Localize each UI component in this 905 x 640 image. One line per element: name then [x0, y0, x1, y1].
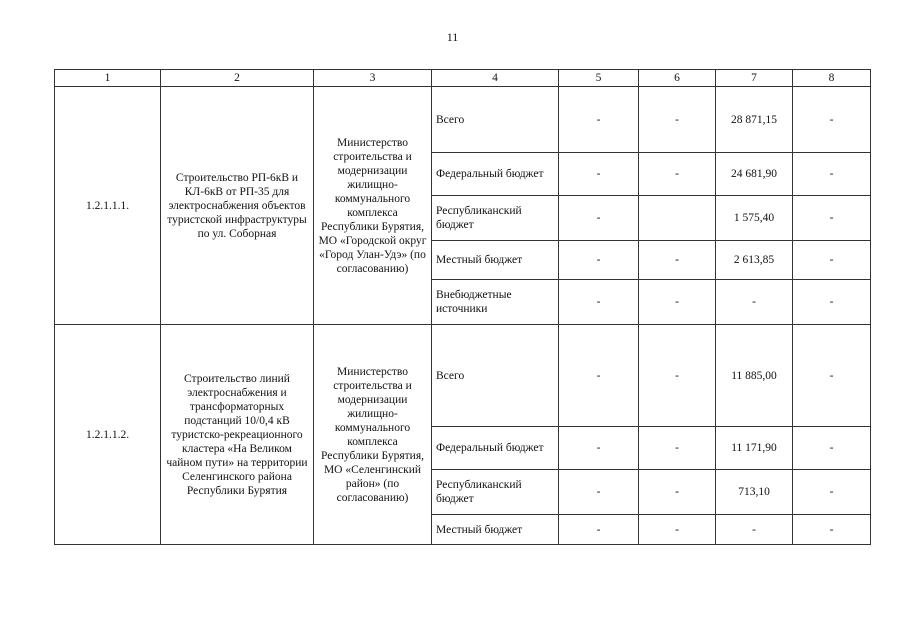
cell-value: 28 871,15	[716, 87, 793, 153]
budget-table	[54, 69, 871, 545]
cell-value: 1 575,40	[716, 196, 793, 241]
column-header: 3	[314, 70, 432, 87]
funding-source: Республиканский бюджет	[432, 196, 559, 241]
cell-value: 24 681,90	[716, 153, 793, 196]
cell-value: -	[559, 241, 639, 280]
cell-value: -	[793, 515, 871, 545]
table-row	[55, 325, 871, 427]
cell-value: -	[793, 280, 871, 325]
cell-value: -	[793, 196, 871, 241]
column-header: 5	[559, 70, 639, 87]
cell-value: -	[793, 325, 871, 427]
header-row	[55, 70, 871, 87]
cell-value: -	[559, 515, 639, 545]
funding-source: Федеральный бюджет	[432, 153, 559, 196]
cell-value: -	[559, 470, 639, 515]
cell-value: -	[639, 153, 716, 196]
cell-value: -	[559, 87, 639, 153]
cell-value: -	[559, 153, 639, 196]
cell-value: -	[716, 280, 793, 325]
cell-value: -	[559, 280, 639, 325]
cell-value: -	[793, 470, 871, 515]
funding-source: Всего	[432, 325, 559, 427]
page-number: 11	[446, 30, 459, 44]
cell-value: -	[559, 427, 639, 470]
cell-value: -	[793, 427, 871, 470]
cell-value: -	[793, 153, 871, 196]
column-header: 7	[716, 70, 793, 87]
cell-value: 713,10	[716, 470, 793, 515]
item-executor: Министерство строительства и модернизации жилищно-коммунального комплекса Республики Бурятия, МО «Селенгинский район» (по согласованию)	[314, 325, 432, 545]
funding-source: Местный бюджет	[432, 241, 559, 280]
cell-value: -	[639, 241, 716, 280]
funding-source: Федеральный бюджет	[432, 427, 559, 470]
column-header: 2	[161, 70, 314, 87]
cell-value: 11 885,00	[716, 325, 793, 427]
funding-source: Внебюджетные источники	[432, 280, 559, 325]
item-name: Строительство РП-6кВ и КЛ-6кВ от РП-35 для электроснабжения объектов туристской инфраструктуры по ул. Соборная	[161, 87, 314, 325]
cell-value: -	[639, 470, 716, 515]
cell-value: 2 613,85	[716, 241, 793, 280]
funding-source: Всего	[432, 87, 559, 153]
cell-value: -	[793, 87, 871, 153]
cell-value: -	[639, 427, 716, 470]
cell-value: -	[639, 87, 716, 153]
cell-value: -	[793, 241, 871, 280]
column-header: 4	[432, 70, 559, 87]
cell-value: -	[639, 325, 716, 427]
column-header: 6	[639, 70, 716, 87]
cell-value	[639, 196, 716, 241]
item-name: Строительство линий электроснабжения и трансформаторных подстанций 10/0,4 кВ туристско-рекреационного кластера «На Великом чайном пути» на территории Селенгинского района Республики Бурятия	[161, 325, 314, 545]
item-code: 1.2.1.1.2.	[55, 325, 161, 545]
item-executor: Министерство строительства и модернизации жилищно-коммунального комплекса Республики Бурятия, МО «Городской округ «Город Улан-Удэ» (по согласованию)	[314, 87, 432, 325]
cell-value: -	[639, 280, 716, 325]
column-header: 1	[55, 70, 161, 87]
cell-value: -	[559, 325, 639, 427]
item-code: 1.2.1.1.1.	[55, 87, 161, 325]
table-row	[55, 87, 871, 153]
cell-value: 11 171,90	[716, 427, 793, 470]
funding-source: Республиканский бюджет	[432, 470, 559, 515]
funding-source: Местный бюджет	[432, 515, 559, 545]
column-header: 8	[793, 70, 871, 87]
cell-value: -	[716, 515, 793, 545]
cell-value: -	[639, 515, 716, 545]
cell-value: -	[559, 196, 639, 241]
